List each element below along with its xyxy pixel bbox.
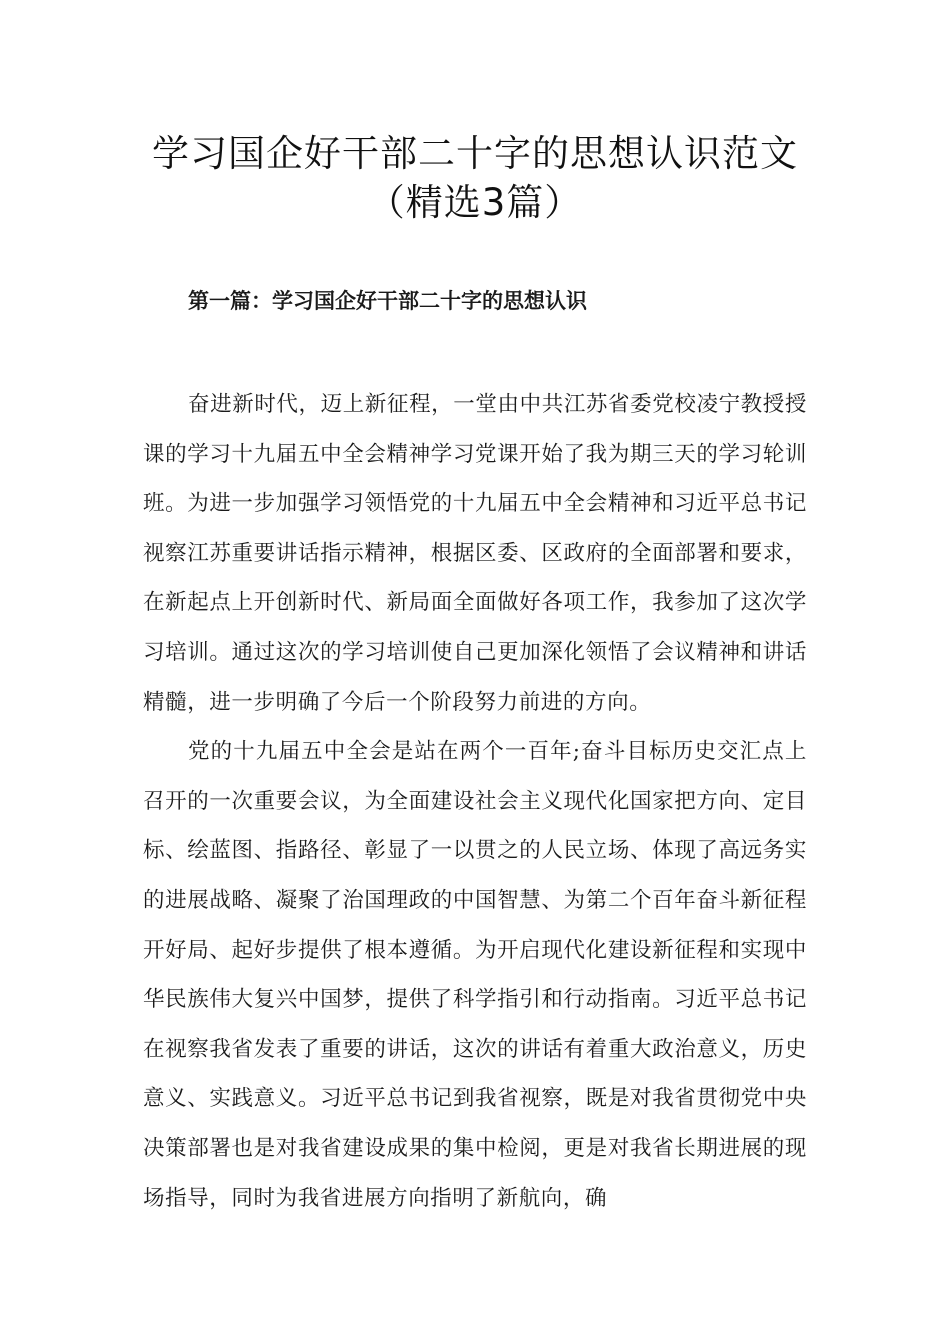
document-title: 学习国企好干部二十字的思想认识范文	[152, 132, 798, 175]
body-text	[143, 380, 807, 1223]
paragraph-2: 党的十九届五中全会是站在两个一百年;奋斗目标历史交汇点上召开的一次重要会议，为全面建设社会主义现代化国家把方向、定目标、绘蓝图、指路径、彰显了一以贯之的人民立场、体现了高远务实的进展战略、凝聚了治国理政的中国智慧、为第二个百年奋斗新征程开好局、起好步提供了根本遵循。为开启现代化建设新征程和实现中华民族伟大复兴中国梦，提供了科学指引和行动指南。习近平总书记在视察我省发表了重要的讲话，这次的讲话有着重大政治意义，历史意义、实践意义。习近平总书记到我省视察，既是对我省贯彻党中央决策部署也是对我省建设成果的集中检阅，更是对我省长期进展的现场指导，同时为我省进展方向指明了新航向，确	[143, 739, 807, 1211]
document-subtitle: （精选3篇）	[367, 181, 583, 224]
section-heading: 第一篇：学习国企好干部二十字的思想认识	[188, 288, 587, 313]
paragraph-1: 奋进新时代，迈上新征程，一堂由中共江苏省委党校凌宁教授授课的学习十九届五中全会精神学习党课开始了我为期三天的学习轮训班。为进一步加强学习领悟党的十九届五中全会精神和习近平总书记视察江苏重要讲话指示精神，根据区委、区政府的全面部署和要求，在新起点上开创新时代、新局面全面做好各项工作，我参加了这次学习培训。通过这次的学习培训使自己更加深化领悟了会议精神和讲话精髓，进一步明确了今后一个阶段努力前进的方向。	[143, 392, 807, 715]
